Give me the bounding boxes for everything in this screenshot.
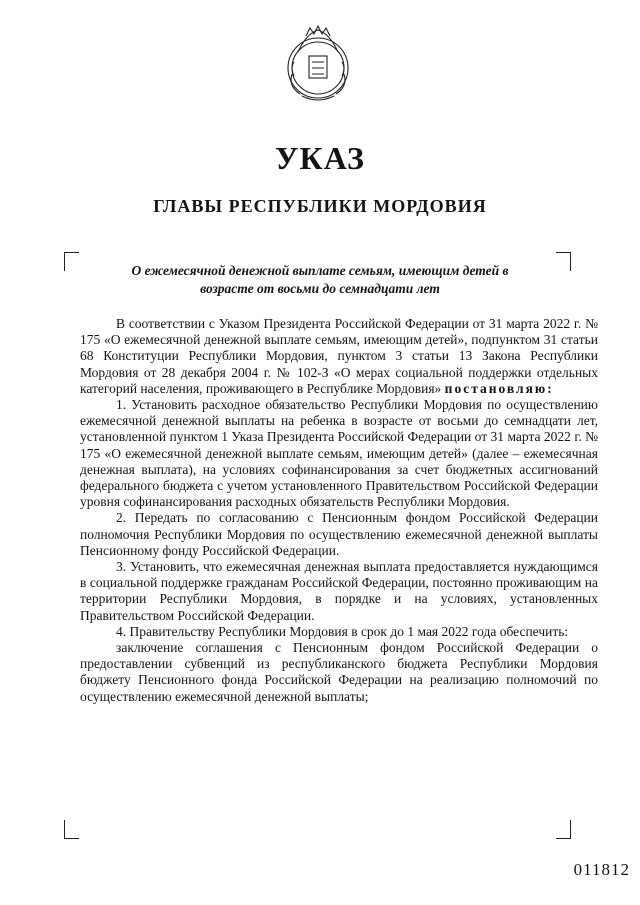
paragraph-4: 4. Правительству Республики Мордовия в срок до 1 мая 2022 года обеспечить:: [116, 623, 569, 639]
paragraph-1: 1. Установить расходное обязательство Республики Мордовия по осуществлению ежемесячной денежной выплаты на ребенка в возрасте от восьми до семнадцати лет, установленной пунктом 1 Указа Президента Российской Федерации от 31 марта 2022 г. № 175 «О ежемесячной денежной выплате семьям, имеющим детей» (далее – ежемесячная денежная выплата), на условиях софинансирования за счет бюджетных ассигнований федерального бюджета с учетом установленного Правительством Российской Федерации уровня софинансирования расходных обязательств Республики Мордовия.: [80, 397, 598, 510]
corner-bracket-top-left: [64, 252, 79, 271]
corner-bracket-top-right: [556, 252, 571, 271]
document-heading-line-2: возрасте от восьми до семнадцати лет: [200, 281, 440, 296]
intro-text: В соответствии с Указом Президента Российской Федерации от 31 марта 2022 г. № 175 «О ежемесячной денежной выплате семьям, имеющим детей», подпунктом 31 статьи 68 Конституции Республики Мордовия, пунктом 3 статьи 13 Закона Республики Мордовия от 28 декабря 2004 г. № 102-З «О мерах социальной поддержки отдельных категорий населения, проживающего в Республике Мордовия»: [80, 316, 598, 396]
corner-bracket-bottom-left: [64, 820, 79, 839]
intro-paragraph: [80, 316, 598, 397]
paragraph-2: 2. Передать по согласованию с Пенсионным фондом Российской Федерации полномочия Республики Мордовия по осуществлению ежемесячной денежной выплаты Пенсионному фонду Российской Федерации.: [80, 510, 598, 558]
document-body: [80, 316, 598, 705]
page-title: УКАЗ: [275, 140, 365, 176]
coat-of-arms-icon: [276, 22, 360, 106]
form-number: 011812: [573, 860, 630, 879]
corner-bracket-bottom-right: [556, 820, 571, 839]
page-subtitle: ГЛАВЫ РЕСПУБЛИКИ МОРДОВИЯ: [153, 196, 487, 216]
paragraph-3: 3. Установить, что ежемесячная денежная выплата предоставляется нуждающимся в социальной поддержке гражданам Российской Федерации, постоянно проживающим на территории Республики Мордовия, в порядке и на условиях, установленных Правительством Российской Федерации.: [80, 559, 598, 623]
paragraph-5: заключение соглашения с Пенсионным фондом Российской Федерации о предоставлении субвенций из республиканского бюджета Республики Мордовия бюджету Пенсионного фонда Российской Федерации на реализацию полномочий по осуществлению ежемесячной денежной выплаты;: [80, 640, 598, 704]
decree-word: постановляю:: [444, 380, 554, 396]
document-heading: [100, 262, 540, 298]
document-heading-line-1: О ежемесячной денежной выплате семьям, имеющим детей в: [131, 263, 509, 278]
